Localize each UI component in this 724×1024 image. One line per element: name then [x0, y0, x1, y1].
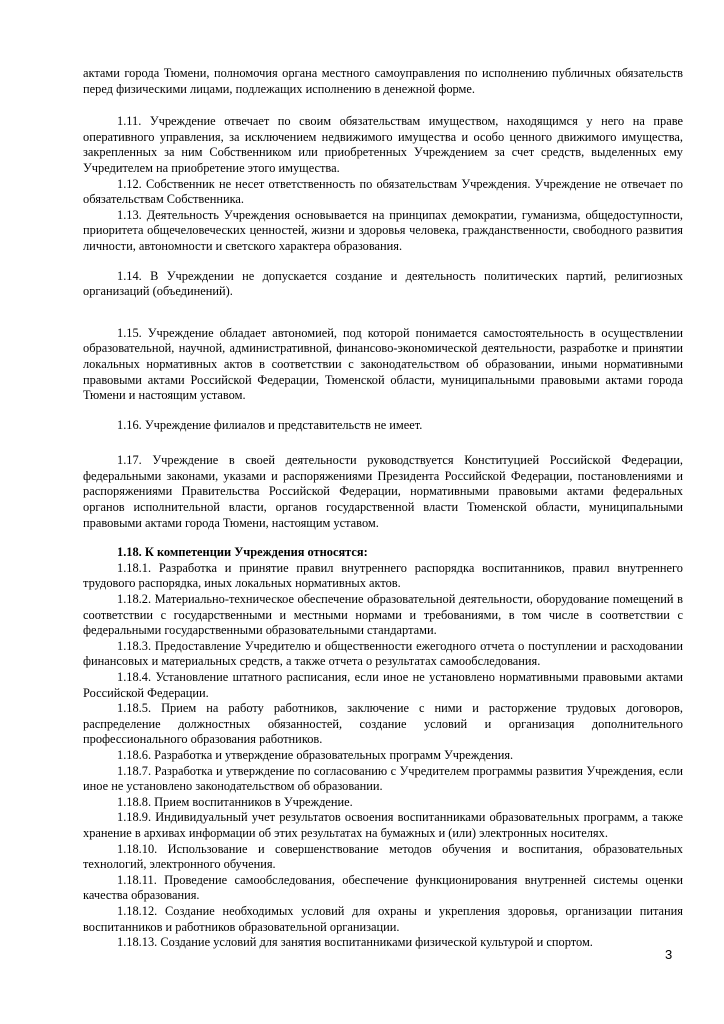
document-body: [83, 66, 683, 951]
paragraph-1-14: 1.14. В Учреждении не допускается создание и деятельность политических партий, религиозных организаций (объединений).: [83, 268, 683, 299]
paragraph-1-15: 1.15. Учреждение обладает автономией, под которой понимается самостоятельность в осуществлении образовательной, научной, административной, финансово-экономической деятельности, разработке и принятии локальных нормативных актов в соответствии с законодательством об образовании, иными нормативными правовыми актами Российской Федерации, Тюменской области, муниципальными правовыми актами города Тюмени и настоящим уставом.: [83, 325, 683, 403]
paragraph-1-17: 1.17. Учреждение в своей деятельности руководствуется Конституцией Российской Федерации, федеральными законами, указами и распоряжениями Президента Российской Федерации, постановлениями и распоряжениями Правительства Российской Федерации, нормативными правовыми актами федеральных органов исполнительной власти, органов государственной власти Тюменской области, муниципальными правовыми актами города Тюмени, настоящим уставом.: [83, 453, 683, 530]
list-item: 1.18.1. Разработка и принятие правил внутреннего распорядка воспитанников, правил внутреннего трудового распорядка, иных локальных нормативных актов.: [83, 560, 683, 591]
list-item: 1.18.2. Материально-техническое обеспечение образовательной деятельности, оборудование помещений в соответствии с государственными и местными нормами и требованиями, в том числе в соответствии с федеральными государственными образовательными стандартами.: [83, 592, 683, 638]
list-item: 1.18.12. Создание необходимых условий для охраны и укрепления здоровья, организации питания воспитанников и работников образовательной организации.: [83, 903, 683, 934]
list-item: 1.18.5. Прием на работу работников, заключение с ними и расторжение трудовых договоров, распределение должностных обязанностей, создание условий и организация дополнительного профессионального образования работников.: [83, 701, 683, 747]
list-item: 1.18.4. Установление штатного расписания, если иное не установлено нормативными правовыми актами Российской Федерации.: [83, 670, 683, 700]
paragraph-1-13: 1.13. Деятельность Учреждения основывается на принципах демократии, гуманизма, общедоступности, приоритета общечеловеческих ценностей, жизни и здоровья человека, гражданственности, свободного развития личности, автономности и светского характера образования.: [83, 207, 683, 253]
paragraph-1-12: 1.12. Собственник не несет ответственность по обязательствам Учреждения. Учреждение не отвечает по обязательствам Собственника.: [83, 176, 683, 207]
list-item: 1.18.7. Разработка и утверждение по согласованию с Учредителем программы развития Учреждения, если иное не установлено законодательством об образовании.: [83, 763, 683, 794]
list-item: 1.18.13. Создание условий для занятия воспитанниками физической культурой и спортом.: [117, 935, 593, 950]
list-item: 1.18.11. Проведение самообследования, обеспечение функционирования внутренней системы оценки качества образования.: [83, 872, 683, 903]
paragraph-1-11: 1.11. Учреждение отвечает по своим обязательствам имуществом, находящимся у него на праве оперативного управления, за исключением недвижимого имущества и особо ценного движимого имущества, закрепленных за ним Собственником или приобретенных Учреждением за счет средств, выделенных ему Учредителем на приобретение этого имущества.: [83, 114, 683, 175]
list-item: 1.18.3. Предоставление Учредителю и общественности ежегодного отчета о поступлении и расходовании финансовых и материальных средств, а также отчета о результатах самообследования.: [83, 638, 683, 669]
paragraph-1-16: 1.16. Учреждение филиалов и представительств не имеет.: [117, 417, 423, 432]
list-item: 1.18.6. Разработка и утверждение образовательных программ Учреждения.: [117, 747, 514, 762]
paragraph-intro: актами города Тюмени, полномочия органа местного самоуправления по исполнению публичных обязательств перед физическими лицами, подлежащих исполнению в денежной форме.: [83, 66, 683, 96]
list-item: 1.18.8. Прием воспитанников в Учреждение.: [117, 794, 353, 809]
section-heading-1-18: 1.18. К компетенции Учреждения относятся:: [117, 545, 368, 560]
list-item: 1.18.9. Индивидуальный учет результатов освоения воспитанниками образовательных программ, а также хранение в архивах информации об этих результатах на бумажных и (или) электронных носителях.: [83, 810, 683, 840]
list-item: 1.18.10. Использование и совершенствование методов обучения и воспитания, образовательных технологий, электронного обучения.: [83, 841, 683, 872]
page-number: 3: [665, 947, 673, 962]
